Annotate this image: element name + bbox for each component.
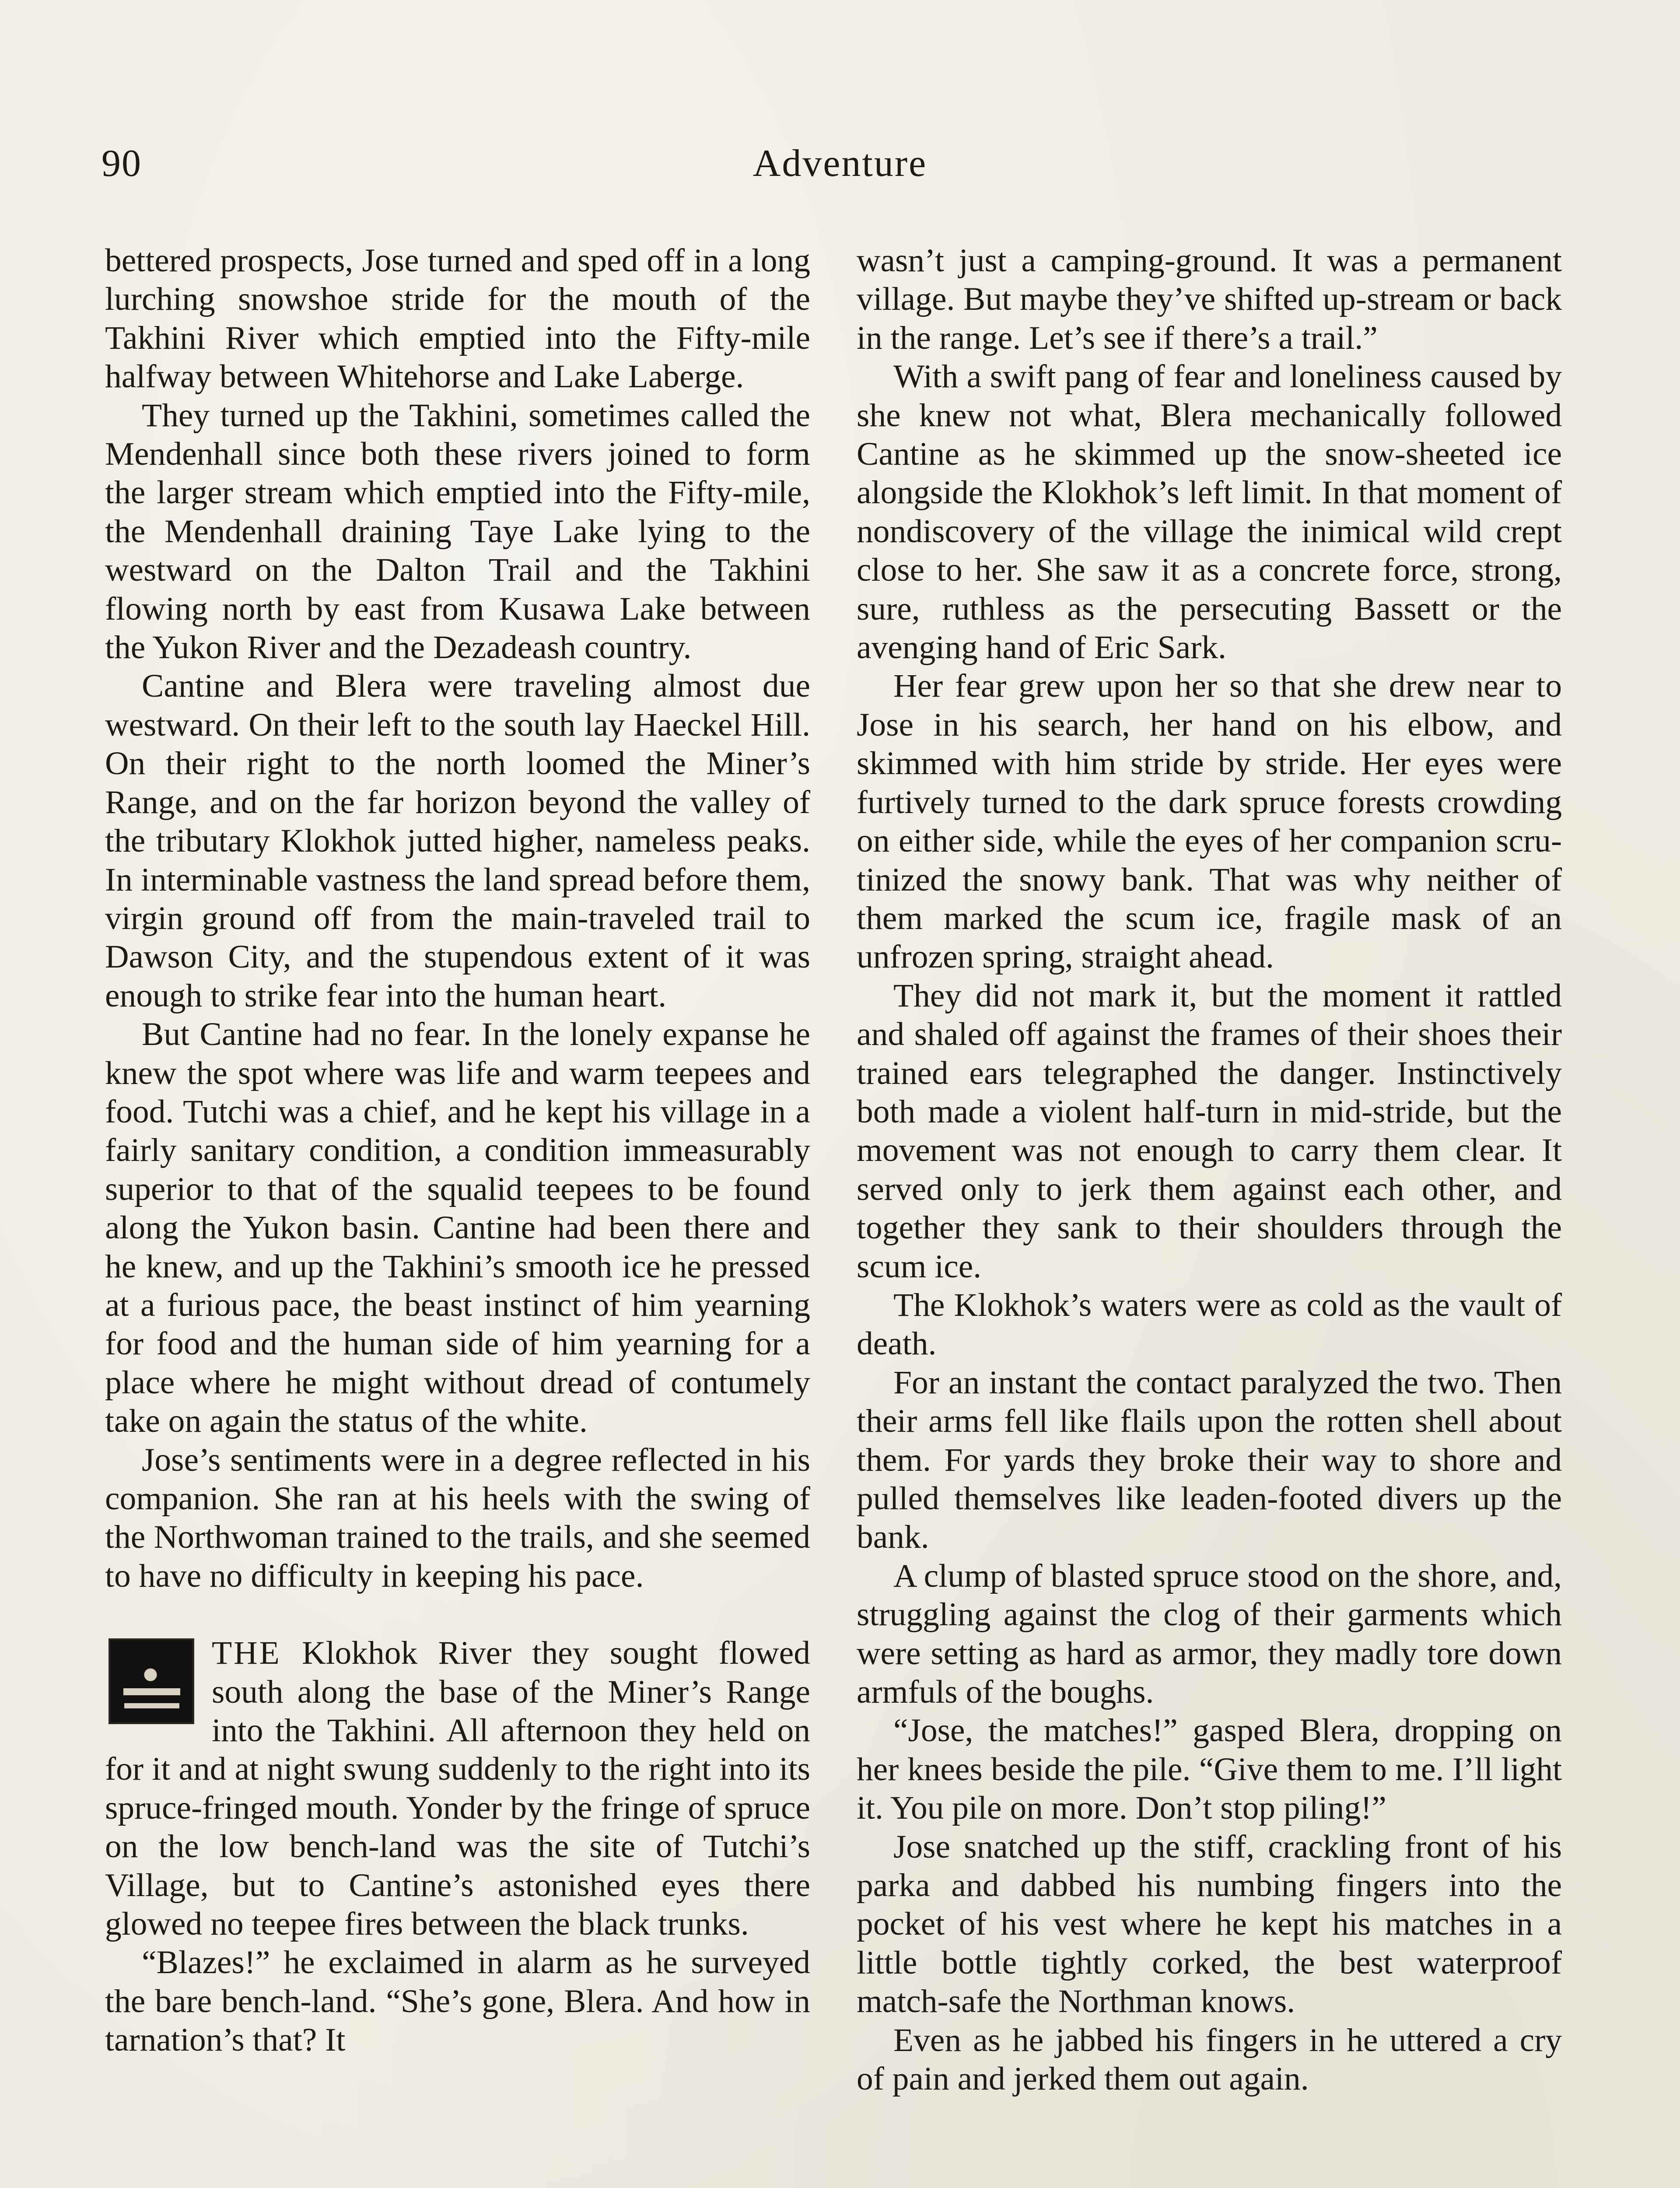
right-column	[857, 242, 1562, 2099]
paragraph: Cantine and Blera were traveling almost due westward. On their left to the south lay Haeckel Hill. On their right to the north loomed the Miner’s Range, and on the far horizon beyond the valley of the tributary Klokhok jutted higher, nameless peaks. In interminable vastness the land spread before them, virgin ground off from the main-traveled trail to Dawson City, and the stupendous extent of it was enough to strike fear into the human heart.	[105, 668, 810, 1014]
paragraph: Jose’s sentiments were in a degree reflected in his companion. She ran at his heels with the swing of the Northwoman trained to the trails, and she seemed to have no difficulty in keeping his pace.	[105, 1441, 810, 1594]
paragraph: bettered prospects, Jose turned and sped off in a long lurching snowshoe stride for the mouth of the Takhini River which emptied into the Fifty-mile halfway between Whitehorse and Lake Laberge.	[105, 242, 810, 395]
running-head: Adventure	[752, 142, 928, 185]
left-column	[105, 242, 810, 2060]
paragraph: But Cantine had no fear. In the lonely expanse he knew the spot where was life and warm teepees and food. Tutchi was a chief, and he kept his village in a fairly sanitary condition, a condition immeasurably superior to that of the squalid teepees to be found along the Yukon basin. Cantine had been there and he knew, and up the Takhini’s smooth ice he pressed at a furious pace, the beast instinct of him yearning for food and the human side of him yearning for a place where he might without dread of contumely take on again the status of the white.	[105, 1016, 810, 1440]
paragraph: Even as he jabbed his fingers in he uttered a cry of pain and jerked them out again.	[857, 2022, 1562, 2097]
paragraph: Her fear grew upon her so that she drew near to Jose in his search, her hand on his elbow, and skimmed with him stride by stride. Her eyes were furtively turned to the dark spruce forests crowding on either side, while the eyes of her companion scrutinized the snowy bank. That was why neither of them marked the scum ice, fragile mask of an unfrozen spring, straight ahead.	[857, 668, 1562, 975]
paragraph: They turned up the Takhini, sometimes called the Mendenhall since both these rivers joined to form the larger stream which emptied into the Fifty-mile, the Mendenhall draining Taye Lake lying to the westward on the Dalton Trail and the Takhini flowing north by east from Kusawa Lake between the Yukon River and the Dezadeash country.	[105, 397, 810, 666]
paragraph: Jose snatched up the stiff, crackling front of his parka and dabbed his numbing fingers into the pocket of his vest where he kept his matches in a little bottle tightly corked, the best waterproof match-safe the Northman knows.	[857, 1828, 1562, 2020]
paragraph: “Blazes!” he exclaimed in alarm as he surveyed the bare bench-land. “She’s gone, Blera. And how in tarnation’s that? It	[105, 1944, 810, 2058]
paragraph: “Jose, the matches!” gasped Blera, dropping on her knees beside the pile. “Give them to me. I’ll light it. You pile on more. Don’t stop piling!”	[857, 1712, 1562, 1827]
page-number: 90	[102, 142, 142, 185]
paragraph: wasn’t just a camping-ground. It was a permanent village. But maybe they’ve shifted up-stream or back in the range. Let’s see if there’s a trail.”	[857, 242, 1562, 356]
section-break	[105, 1595, 810, 1634]
section-caps: THE	[212, 1635, 281, 1672]
section-opening-paragraph	[105, 1634, 810, 1943]
paragraph: For an instant the contact paralyzed the two. Then their arms fell like flails upon the rotten shell about them. For yards they broke their way to shore and pulled themselves like leaden-footed divers up the bank.	[857, 1364, 1562, 1556]
paragraph: They did not mark it, but the moment it rattled and shaled off against the frames of their shoes their trained ears telegraphed the danger. Instinctively both made a violent half-turn in mid-stride, but the movement was not enough to carry them clear. It served only to jerk them against each other, and together they sank to their shoulders through the scum ice.	[857, 977, 1562, 1285]
paragraph: The Klokhok’s waters were as cold as the vault of death.	[857, 1287, 1562, 1362]
section-text: Klokhok River they sought flowed south along the base of the Miner’s Range into the Takhini. All afternoon they held on for it and at night swung suddenly to the right into its spruce-fringed mouth. Yonder by the fringe of spruce on the low bench-land was the site of Tutchi’s Village, but to Cantine’s astonished eyes there glowed no teepee fires between the black trunks.	[105, 1635, 810, 1943]
paragraph: A clump of blasted spruce stood on the shore, and, struggling against the clog of their garments which were setting as hard as armor, they madly tore down armfuls of the boughs.	[857, 1557, 1562, 1711]
ornamental-initial-icon	[108, 1638, 194, 1724]
paragraph: With a swift pang of fear and loneliness caused by she knew not what, Blera mechanically followed Cantine as he skimmed up the snow-sheeted ice alongside the Klokhok’s left limit. In that moment of nondiscovery of the village the inimical wild crept close to her. She saw it as a concrete force, strong, sure, ruthless as the persecuting Bassett or the avenging hand of Eric Sark.	[857, 358, 1562, 666]
